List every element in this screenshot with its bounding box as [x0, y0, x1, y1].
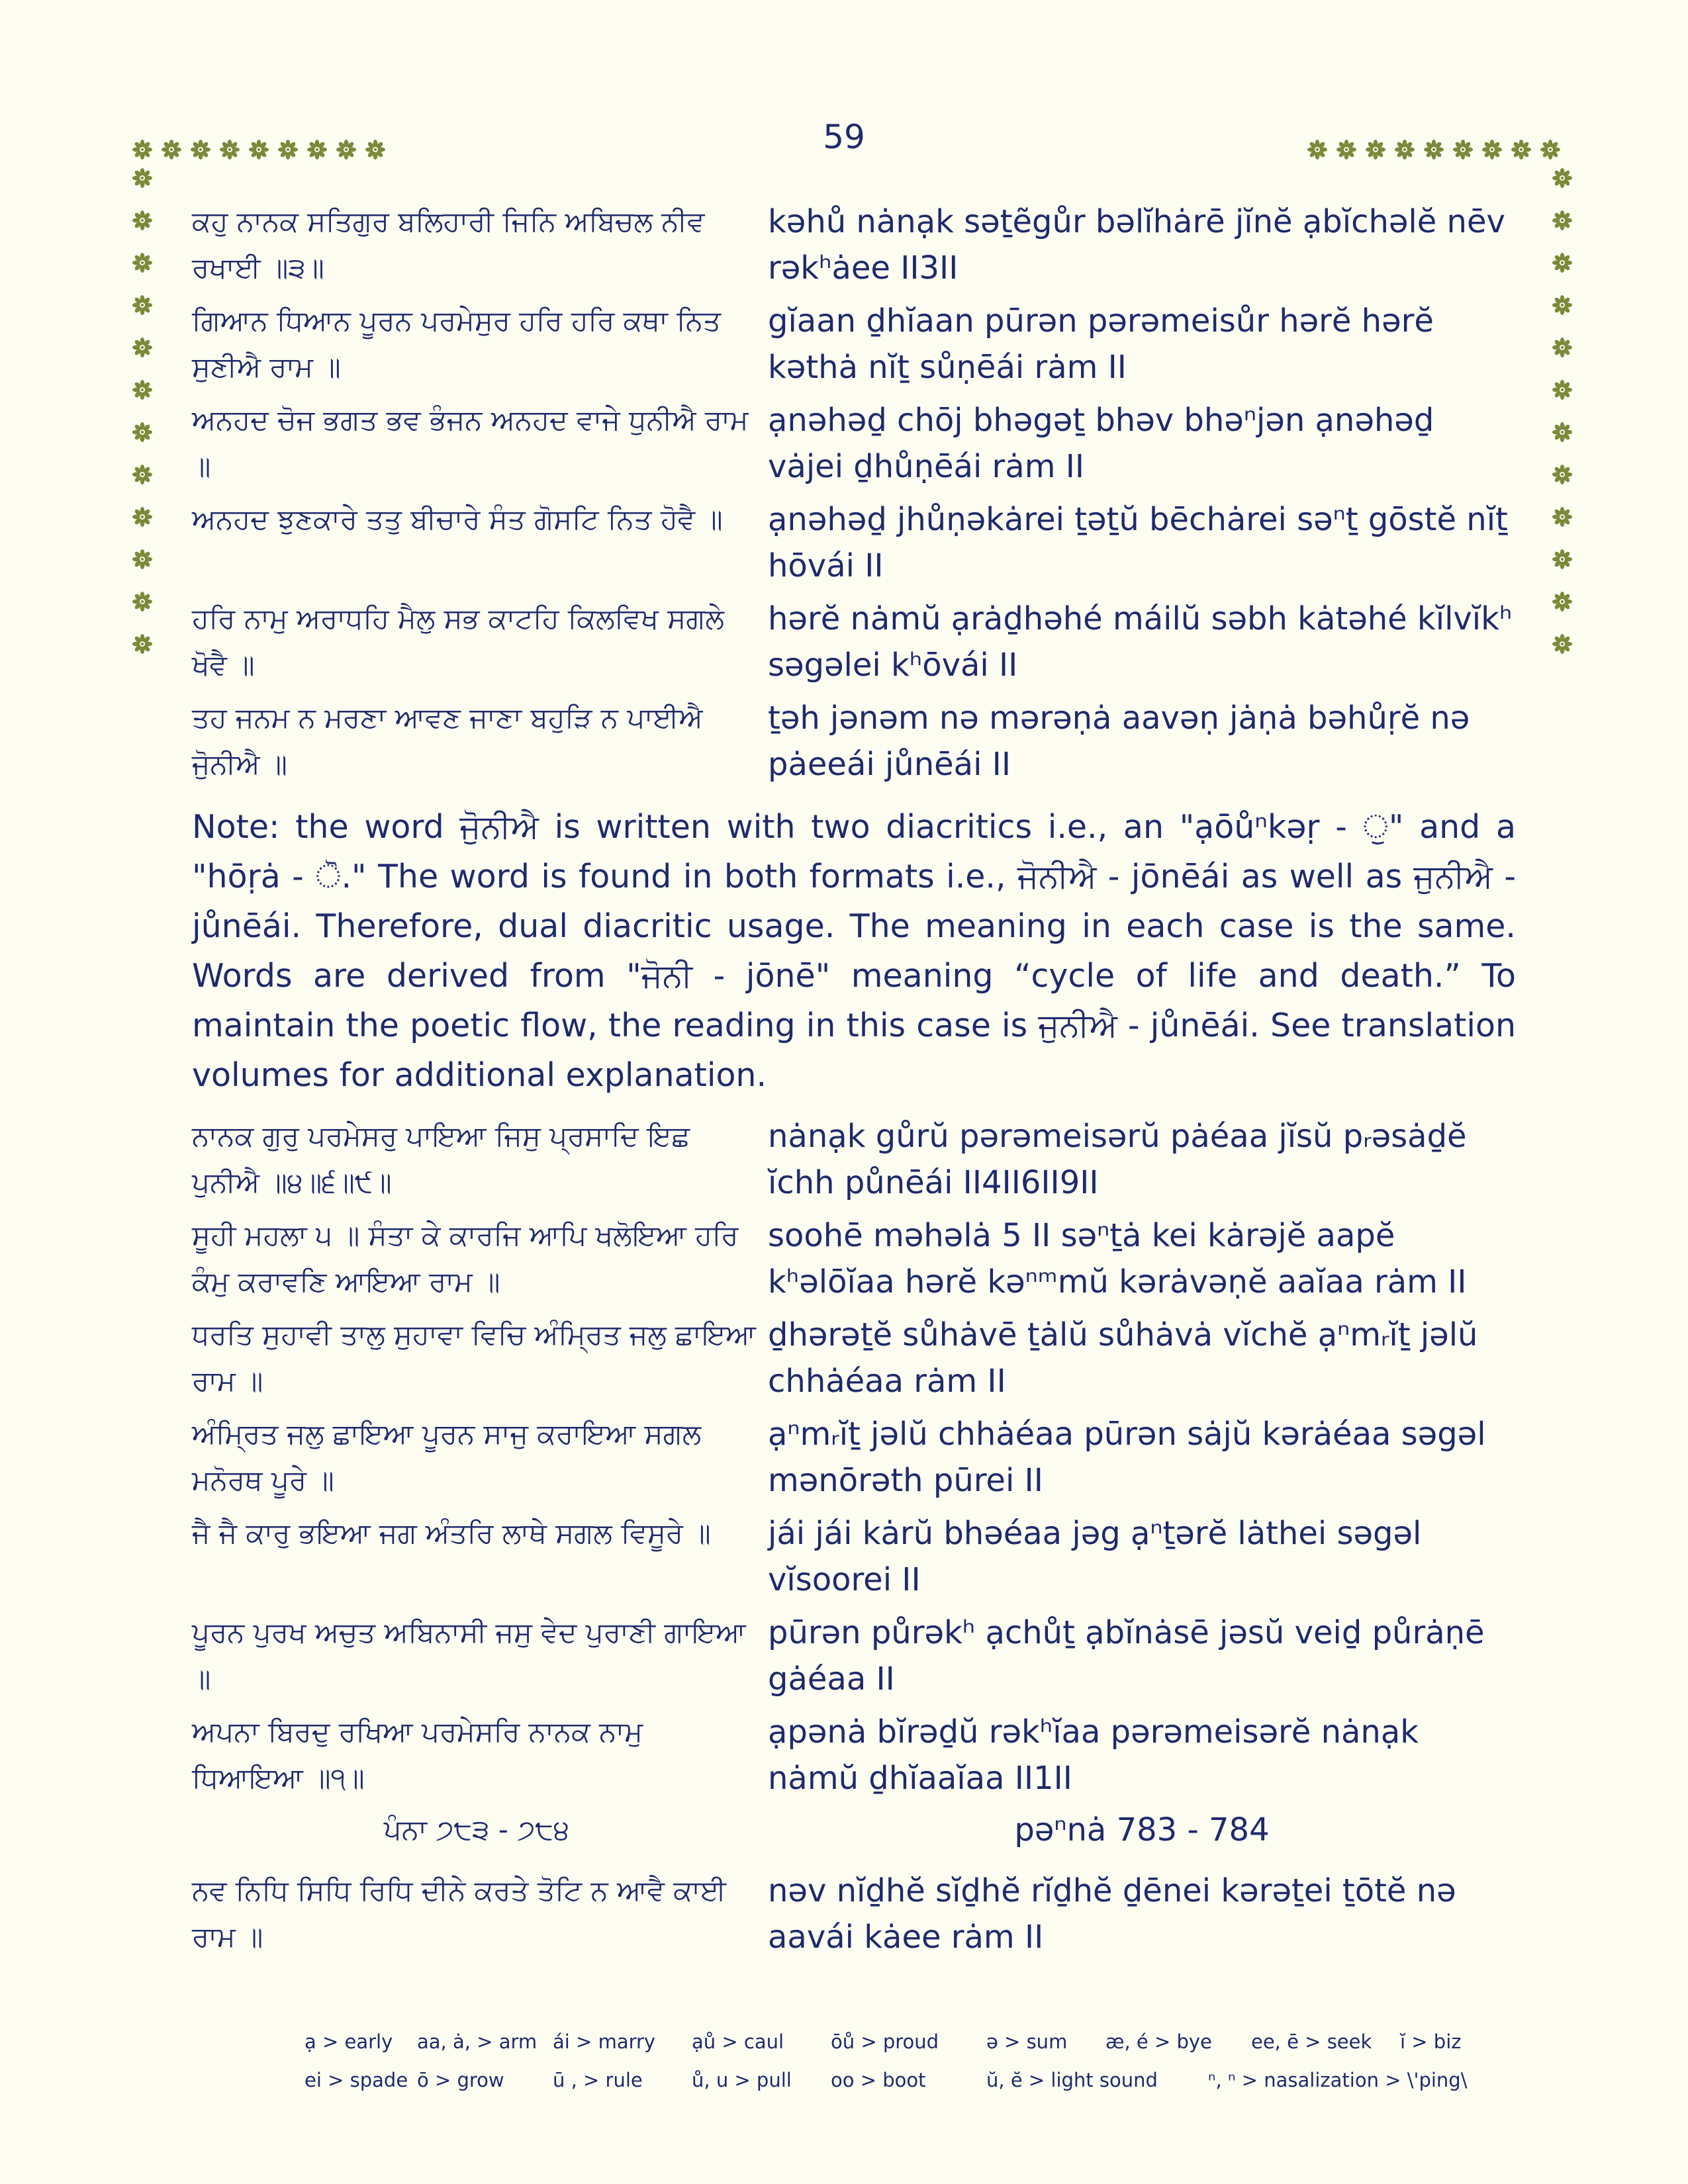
verse-row [192, 1212, 1516, 1305]
transliteration-line: soohē məhəlȧ 5 II səⁿṯȧ kei kȧrəjĕ aapĕ kʰəlōĭaa hərĕ kəⁿᵐmŭ kərȧvəṇĕ aaĭaa rȧm II [768, 1217, 1467, 1300]
transliteration-line: ạpənȧ bĭrəḏŭ rəkʰĭaa pərəmeisərĕ nȧnạk nȧmŭ ḏhĭaaĭaa II1II [768, 1713, 1419, 1797]
flower-ornament-icon [1511, 140, 1531, 159]
legend-item: ⁿ, ⁿ > nasalization > \'ping\ [1208, 2069, 1468, 2091]
flower-ornament-icon [220, 140, 240, 159]
legend-item: ů, u > pull [692, 2069, 792, 2091]
flower-ornament-icon [1552, 338, 1572, 357]
flower-ornament-icon [278, 140, 298, 159]
legend-item: ə > sum [986, 2030, 1068, 2053]
verse-row [192, 695, 1516, 788]
flower-ornament-icon [132, 592, 152, 612]
flower-ornament-icon [132, 634, 152, 654]
verse-row [192, 1510, 1516, 1603]
gurmukhi-line: ਸੂਹੀ ਮਹਲਾ ੫ ॥ ਸੰਤਾ ਕੇ ਕਾਰਜਿ ਆਪਿ ਖਲੋਇਆ ਹਰਿ ਕੰਮੁ ਕਰਾਵਣਿ ਆਇਆ ਰਾਮ ॥ [192, 1219, 739, 1298]
transliteration-line: hərĕ nȧmŭ ạrȧḏhəhé máilŭ səbh kȧtəhé kĭlvĭkʰ səgəlei kʰōvái II [768, 600, 1513, 684]
flower-ornament-icon [1424, 140, 1444, 159]
flower-ornament-icon [132, 380, 152, 400]
transliteration-line: nȧnạk gůrŭ pərəmeisərŭ pȧéaa jĭsŭ pᵣəsȧḏĕ ĭchh půnēái II4II6II9II [768, 1118, 1467, 1201]
gurmukhi-line: ਜੈ ਜੈ ਕਾਰੁ ਭਇਆ ਜਗ ਅੰਤਰਿ ਲਾਥੇ ਸਗਲ ਵਿਸੂਰੇ ॥ [192, 1517, 711, 1549]
flower-ornament-icon [191, 140, 211, 159]
verse-content [192, 199, 1516, 1960]
flower-ornament-icon [132, 507, 152, 527]
verse-row [192, 397, 1516, 490]
legend-item: ō > grow [417, 2069, 504, 2091]
flower-ornament-icon [336, 140, 356, 159]
flower-ornament-icon [132, 549, 152, 569]
gurmukhi-line: ਕਹੁ ਨਾਨਕ ਸਤਿਗੁਰ ਬਲਿਹਾਰੀ ਜਿਨਿ ਅਬਿਚਲ ਨੀਵ ਰਖਾਈ ॥੩॥ [192, 205, 705, 284]
transliteration-line: kəhů nȧnạk səṯẽgůr bəlĭhȧrē jĭnĕ ạbĭchəlĕ nēv rəkʰȧee II3II [768, 203, 1505, 287]
legend-item: ĭ > biz [1400, 2030, 1462, 2053]
verse-row [192, 298, 1516, 390]
flower-ornament-icon [132, 140, 152, 159]
legend-item: æ, é > bye [1105, 2030, 1212, 2053]
transliteration-line: gĭaan ḏhĭaan pūrən pərəmeisůr hərĕ hərĕ kəthȧ nĭṯ sůṇēái rȧm II [768, 302, 1434, 386]
flower-ornament-icon [132, 253, 152, 273]
flower-ornament-icon [132, 422, 152, 442]
flower-ornament-icon [132, 465, 152, 484]
verse-row [192, 496, 1516, 589]
verse-row [192, 1868, 1516, 1960]
legend-item: ŭ, ĕ > light sound [986, 2069, 1158, 2091]
flower-ornament-icon [365, 140, 385, 159]
transliteration-line: pūrən půrəkʰ ạchůṯ ạbĭnȧsē jəsŭ veiḏ půrȧṇē gȧéaa II [768, 1614, 1485, 1698]
diacritic-note: Note: the word ਜੁੋਨੀਐ is written with two diacritics i.e., an "ạōůⁿkəṛ - ੁ" and a "hōṛȧ - ੋ." The word is found in both formats i.e., ਜੋਨੀਐ - jōnēái as well as ਜੁਨੀਐ - jůnēái. Therefore, dual diacritic usage. The meaning in each case is the same. Words are derived from "ਜੋਨੀ - jōnē" meaning “cycle of life and death.” To maintain the poetic flow, the reading in this case is ਜੁਨੀਐ - jůnēái. See translation volumes for additional explanation. [192, 808, 1516, 1094]
flower-ornament-icon [1552, 422, 1572, 442]
page-reference [192, 1807, 1516, 1853]
page-number: 59 [823, 118, 865, 156]
gurmukhi-line: ਨਵ ਨਿਧਿ ਸਿਧਿ ਰਿਧਿ ਦੀਨੇ ਕਰਤੇ ਤੋਟਿ ਨ ਆਵੈ ਕਾਈ ਰਾਮ ॥ [192, 1874, 726, 1953]
flower-ornament-icon [1552, 380, 1572, 400]
gurmukhi-line: ਅੰਮ੍ਰਿਤ ਜਲੁ ਛਾਇਆ ਪੂਰਨ ਸਾਜੁ ਕਰਾਇਆ ਸਗਲ ਮਨੋਰਥ ਪੂਰੇ ॥ [192, 1418, 702, 1496]
gurmukhi-line: ਧਰਤਿ ਸੁਹਾਵੀ ਤਾਲੁ ਸੁਹਾਵਾ ਵਿਚਿ ਅੰਮ੍ਰਿਤ ਜਲੁ ਛਾਇਆ ਰਾਮ ॥ [192, 1318, 756, 1397]
flower-ornament-icon [162, 140, 181, 159]
page-reference-gurmukhi: ਪੰਨਾ ੭੮੩ - ੭੮੪ [383, 1813, 570, 1846]
flower-ornament-icon [132, 168, 152, 188]
pronunciation-legend [305, 2030, 1496, 2107]
flower-ornament-icon [249, 140, 269, 159]
flower-ornament-icon [1552, 168, 1572, 188]
transliteration-line: ḏhərəṯĕ sůhȧvē ṯȧlŭ sůhȧvȧ vĭchĕ ạⁿmᵣĭṯ jəlŭ chhȧéaa rȧm II [768, 1316, 1478, 1400]
legend-item: ei > spade [305, 2069, 408, 2091]
legend-item: ee, ē > seek [1251, 2030, 1372, 2053]
flower-ornament-icon [1552, 634, 1572, 654]
flower-ornament-icon [132, 338, 152, 357]
flower-ornament-icon [1552, 549, 1572, 569]
legend-item: ạů > caul [692, 2030, 784, 2053]
verse-row [192, 596, 1516, 688]
flower-ornament-icon [1552, 507, 1572, 527]
verse-row [192, 1411, 1516, 1504]
flower-ornament-icon [1552, 465, 1572, 484]
flower-ornament-icon [1552, 253, 1572, 273]
gurmukhi-line: ਤਹ ਜਨਮ ਨ ਮਰਣਾ ਆਵਣ ਜਾਣਾ ਬਹੁੜਿ ਨ ਪਾਈਐ ਜੁੋਨੀਐ ॥ [192, 702, 703, 780]
verse-row [192, 1709, 1516, 1801]
gurmukhi-line: ਪੂਰਨ ਪੁਰਖ ਅਚੁਤ ਅਬਿਨਾਸੀ ਜਸੁ ਵੇਦ ਪੁਰਾਣੀ ਗਾਇਆ ॥ [192, 1616, 746, 1695]
transliteration-line: ṯəh jənəm nə mərəṇȧ aavəṇ jȧṇȧ bəhůṛĕ nə pȧeeái jůnēái II [768, 700, 1470, 783]
legend-row [305, 2069, 1496, 2107]
gurmukhi-line: ਨਾਨਕ ਗੁਰੁ ਪਰਮੇਸਰੁ ਪਾਇਆ ਜਿਸੁ ਪ੍ਰਸਾਦਿ ਇਛ ਪੁਨੀਐ ॥੪॥੬॥੯॥ [192, 1120, 690, 1199]
legend-row [305, 2030, 1496, 2069]
transliteration-line: ạnəhəḏ jhůṇəkȧrei ṯəṯŭ bēchȧrei səⁿṯ gōstĕ nĭṯ hōvái II [768, 501, 1508, 584]
flower-ornament-icon [1552, 210, 1572, 230]
gurmukhi-line: ਹਰਿ ਨਾਮੁ ਅਰਾਧਹਿ ਮੈਲੁ ਸਭ ਕਾਟਹਿ ਕਿਲਵਿਖ ਸਗਲੇ ਖੋਵੈ ॥ [192, 602, 724, 681]
flower-ornament-icon [1453, 140, 1473, 159]
gurmukhi-line: ਅਨਹਦ ਚੋਜ ਭਗਤ ਭਵ ਭੰਜਨ ਅਨਹਦ ਵਾਜੇ ਧੁਨੀਐ ਰਾਮ ॥ [192, 404, 749, 482]
legend-item: ōů > proud [831, 2030, 939, 2053]
verse-row [192, 1610, 1516, 1702]
page-reference-translit: pəⁿnȧ 783 - 784 [1014, 1811, 1270, 1848]
transliteration-line: nəv nĭḏhĕ sĭḏhĕ rĭḏhĕ ḏēnei kərəṯei ṯōtĕ nə aavái kȧee rȧm II [768, 1872, 1456, 1956]
transliteration-line: ạⁿmᵣĭṯ jəlŭ chhȧéaa pūrən sȧjŭ kərȧéaa səgəl mənōrəth pūrei II [768, 1416, 1486, 1499]
flower-ornament-icon [1307, 140, 1327, 159]
flower-ornament-icon [1540, 140, 1560, 159]
verse-row [192, 1312, 1516, 1404]
legend-item: ạ > early [305, 2030, 393, 2053]
verse-row [192, 199, 1516, 291]
flower-ornament-icon [307, 140, 327, 159]
gurmukhi-line: ਗਿਆਨ ਧਿਆਨ ਪੂਰਨ ਪਰਮੇਸੁਰ ਹਰਿ ਹਰਿ ਕਥਾ ਨਿਤ ਸੁਣੀਐ ਰਾਮ ॥ [192, 304, 721, 383]
flower-ornament-icon [132, 295, 152, 315]
flower-ornament-icon [1336, 140, 1356, 159]
legend-item: ái > marry [553, 2030, 656, 2053]
legend-item: ū , > rule [553, 2069, 643, 2091]
flower-ornament-icon [132, 210, 152, 230]
gurmukhi-line: ਅਨਹਦ ਝੁਣਕਾਰੇ ਤਤੁ ਬੀਚਾਰੇ ਸੰਤ ਗੋਸਟਿ ਨਿਤ ਹੋਵੈ ॥ [192, 503, 723, 535]
legend-item: aa, ȧ, > arm [417, 2030, 538, 2053]
flower-ornament-icon [1552, 592, 1572, 612]
flower-ornament-icon [1552, 295, 1572, 315]
flower-ornament-icon [1482, 140, 1502, 159]
legend-item: oo > boot [831, 2069, 926, 2091]
gurmukhi-line: ਅਪਨਾ ਬਿਰਦੁ ਰਖਿਆ ਪਰਮੇਸਰਿ ਨਾਨਕ ਨਾਮੁ ਧਿਆਇਆ ॥੧॥ [192, 1715, 643, 1794]
flower-ornament-icon [1395, 140, 1415, 159]
verse-row [192, 1113, 1516, 1206]
flower-ornament-icon [1366, 140, 1385, 159]
transliteration-line: ạnəhəḏ chōj bhəgəṯ bhəv bhəⁿjən ạnəhəḏ vȧjei ḏhůṇēái rȧm II [768, 402, 1434, 485]
transliteration-line: jái jái kȧrŭ bhəéaa jəg ạⁿṯərĕ lȧthei səgəl vĭsoorei II [768, 1515, 1422, 1598]
